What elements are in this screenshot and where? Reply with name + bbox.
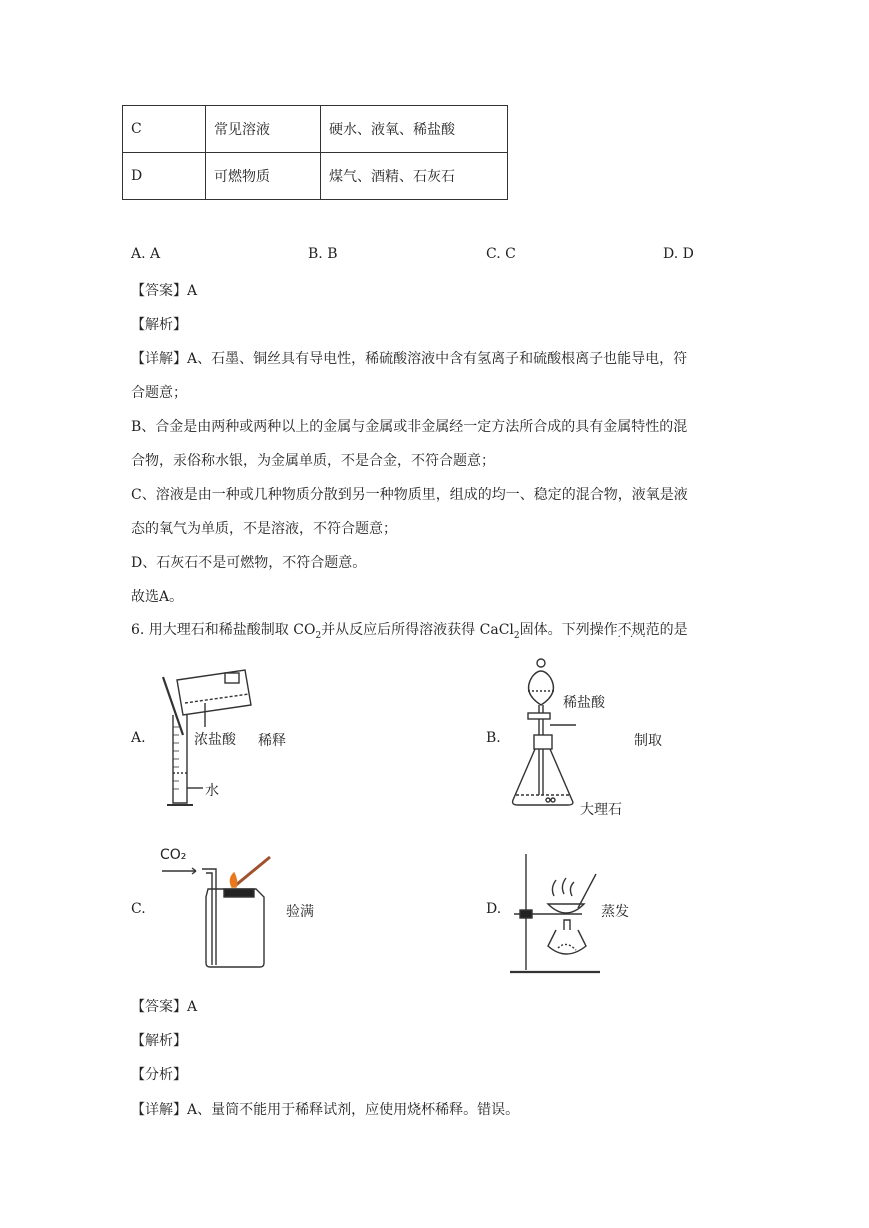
q5-answer	[131, 280, 197, 300]
q6-emphasis-text: 不规范 · · ·	[618, 622, 660, 638]
q6-stem-part-2: 并从反应后所得溶液获得 CaCl	[321, 622, 514, 638]
q5-detail-line-3: B、合金是由两种或两种以上的金属与金属或非金属经一定方法所合成的具有金属特性的混	[131, 419, 688, 435]
table-row	[123, 153, 508, 200]
q5-option-d: D. D	[663, 246, 694, 262]
table-cell-items: 硬水、液氧、稀盐酸	[321, 106, 508, 153]
label-concentrated-hcl: 浓盐酸	[194, 732, 236, 748]
q6-option-b-letter: B.	[486, 730, 501, 746]
q6-fenxi-tag: 【分析】	[131, 1067, 187, 1083]
label-marble: 大理石	[580, 802, 622, 818]
detail-tag: 【详解】	[131, 351, 187, 367]
q6-option-a-letter: A.	[131, 730, 146, 746]
label-water: 水	[205, 783, 219, 799]
label-co2: CO₂	[160, 847, 187, 863]
q5-analysis-tag: 【解析】	[131, 317, 187, 333]
q6-analysis-tag: 【解析】	[131, 1033, 187, 1049]
q5-conclusion: 故选A。	[131, 589, 184, 605]
evaporation-diagram	[508, 850, 603, 976]
q6-option-d-caption: 蒸发	[601, 904, 629, 920]
classification-table	[122, 105, 508, 200]
detail-tag: 【详解】	[131, 1102, 187, 1118]
q5-detail-line-4: 合物，汞俗称水银，为金属单质，不是合金，不符合题意；	[131, 453, 495, 469]
q6-stem-part-4: 的是	[659, 622, 688, 638]
q6-detail	[131, 1099, 519, 1119]
q6-option-c-caption: 验满	[286, 904, 314, 920]
table-cell-items: 煤气、酒精、石灰石	[321, 153, 508, 200]
table-cell-letter: D	[123, 153, 206, 200]
co2-subscript: 2	[315, 630, 322, 641]
q6-option-d-letter: D.	[486, 901, 502, 917]
table-row	[123, 106, 508, 153]
detail-text: A、量筒不能用于稀释试剂，应使用烧杯稀释。错误。	[187, 1102, 520, 1118]
answer-value: A	[187, 999, 198, 1015]
q6-option-b-caption: 制取	[634, 733, 662, 749]
q6-option-c-letter: C.	[131, 901, 146, 917]
answer-value: A	[187, 283, 198, 299]
detail-text: A、石墨、铜丝具有导电性，稀硫酸溶液中含有氢离子和硫酸根离子也能导电，符	[187, 351, 688, 367]
test-full-diagram	[158, 855, 283, 973]
q6-stem	[131, 619, 688, 641]
label-dilute-hcl: 稀盐酸	[563, 695, 605, 711]
q5-detail-line-6: 态的氧气为单质，不是溶液，不符合题意；	[131, 521, 397, 537]
cacl2-subscript: 2	[513, 630, 520, 641]
q6-stem-part-1: 6. 用大理石和稀盐酸制取 CO	[131, 622, 316, 638]
q5-option-b: B. B	[308, 246, 338, 262]
q6-stem-part-3: 固体。下列操作	[519, 622, 618, 638]
table-cell-category: 常见溶液	[206, 106, 321, 153]
q5-detail-line-2: 合题意；	[131, 385, 187, 401]
answer-tag: 【答案】	[131, 999, 187, 1015]
q5-detail-line-5: C、溶液是由一种或几种物质分散到另一种物质里，组成的均一、稳定的混合物，液氧是液	[131, 487, 688, 503]
q6-answer	[131, 996, 197, 1016]
q6-option-a-caption: 稀释	[258, 733, 286, 749]
q5-option-a: A. A	[131, 246, 161, 262]
q5-detail-line-7: D、石灰石不是可燃物，不符合题意。	[131, 555, 367, 571]
table-cell-letter: C	[123, 106, 206, 153]
table-cell-category: 可燃物质	[206, 153, 321, 200]
q5-option-c: C. C	[486, 246, 516, 262]
answer-tag: 【答案】	[131, 283, 187, 299]
q5-detail-line-1	[131, 348, 687, 368]
